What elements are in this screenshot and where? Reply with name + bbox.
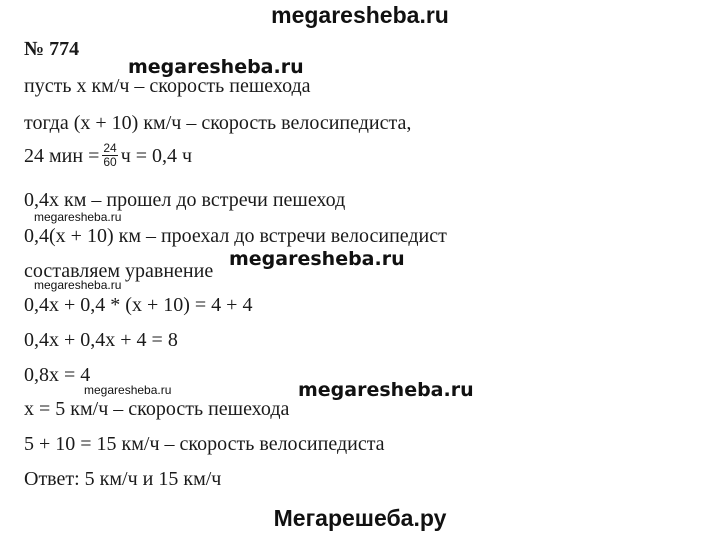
watermark-2: megaresheba.ru bbox=[34, 210, 122, 224]
equation-line: 0,4х + 0,4 * (х + 10) = 4 + 4 bbox=[24, 294, 253, 316]
watermark-1: megaresheba.ru bbox=[128, 56, 304, 78]
conversion-prefix: 24 мин = bbox=[24, 145, 100, 168]
cyclist-speed-line: 5 + 10 = 15 км/ч – скорость велосипедиста bbox=[24, 433, 385, 455]
site-header: megaresheba.ru bbox=[271, 2, 449, 28]
fraction-numerator: 24 bbox=[103, 141, 117, 155]
watermark-3: megaresheba.ru bbox=[229, 248, 405, 270]
watermark-4: megaresheba.ru bbox=[34, 278, 122, 292]
answer-line: Ответ: 5 км/ч и 15 км/ч bbox=[24, 468, 222, 490]
fraction-denominator: 60 bbox=[103, 155, 117, 169]
combine-line: 0,8х = 4 bbox=[24, 364, 91, 386]
simplify-line: 0,4х + 0,4х + 4 = 8 bbox=[24, 329, 178, 351]
solution-line-4: 0,4(х + 10) км – проехал до встречи велосипедист bbox=[24, 225, 447, 247]
result-line: х = 5 км/ч – скорость пешехода bbox=[24, 398, 290, 420]
solution-line-1: пусть х км/ч – скорость пешехода bbox=[24, 75, 311, 97]
watermark-6: megaresheba.ru bbox=[298, 379, 474, 401]
solution-line-2: тогда (х + 10) км/ч – скорость велосипедиста, bbox=[24, 112, 412, 134]
solution-line-5: составляем уравнение bbox=[24, 260, 214, 282]
problem-number: № 774 bbox=[24, 38, 80, 60]
solution-line-3: 0,4х км – прошел до встречи пешеход bbox=[24, 189, 346, 211]
time-conversion-line bbox=[24, 141, 193, 171]
site-footer: Мегарешеба.ру bbox=[273, 505, 447, 531]
conversion-suffix: ч = 0,4 ч bbox=[120, 145, 193, 168]
fraction bbox=[102, 142, 117, 169]
watermark-5: megaresheba.ru bbox=[84, 383, 172, 397]
